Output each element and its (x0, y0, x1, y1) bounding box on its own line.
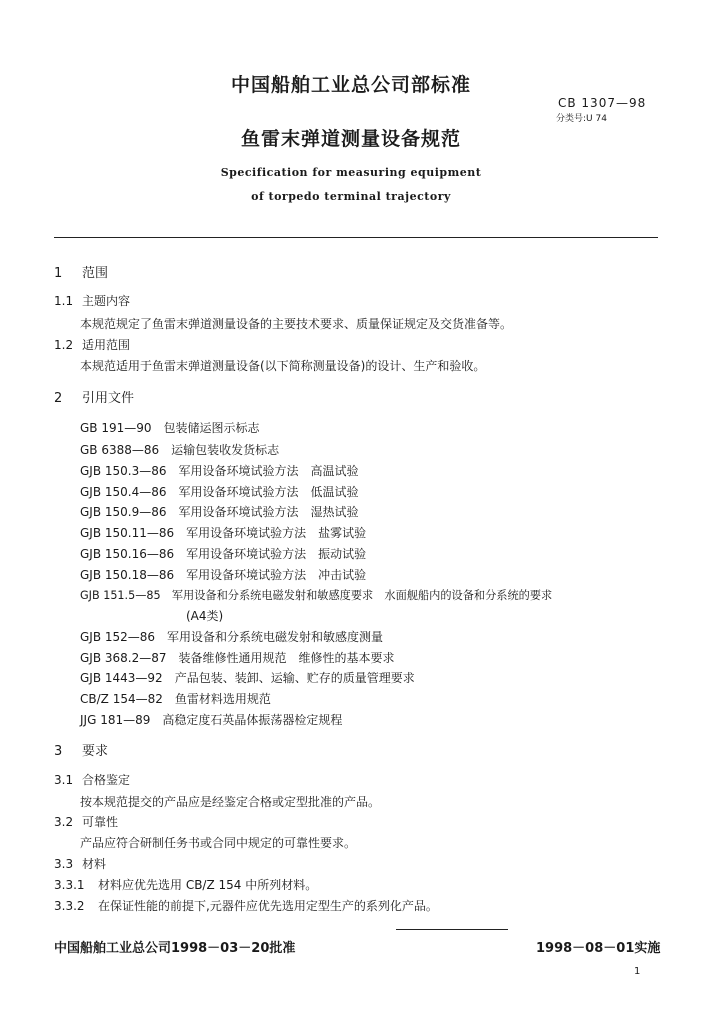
english-title-line-1: Specification for measuring equipment (220, 166, 482, 179)
reference-item: GB 6388—86 运输包装收发货标志 (80, 443, 280, 457)
subsection-3-2-text: 产品应符合研制任务书或合同中规定的可靠性要求。 (80, 836, 357, 850)
clause-text: 在保证性能的前提下,元器件应优先选用定型生产的系列化产品。 (98, 899, 438, 913)
section-3-heading (54, 740, 108, 759)
subsection-number: 1.1 (54, 294, 74, 308)
subsection-title: 材料 (82, 857, 107, 871)
section-2-heading (54, 387, 134, 406)
clause-number: 3.3.2 (54, 899, 85, 913)
subsection-title: 适用范围 (82, 338, 131, 352)
subsection-title: 合格鉴定 (82, 773, 131, 787)
section-title: 范围 (82, 266, 109, 281)
subsection-1-2-heading (54, 336, 130, 353)
subsection-3-1-text: 按本规范提交的产品应是经鉴定合格或定型批准的产品。 (80, 795, 381, 809)
subsection-1-2-text: 本规范适用于鱼雷末弹道测量设备(以下简称测量设备)的设计、生产和验收。 (80, 359, 486, 373)
reference-item: GJB 151.5—85 军用设备和分系统电磁发射和敏感度要求 水面舰船内的设备和分系统的要求 (80, 589, 553, 602)
footer-divider (396, 929, 508, 930)
section-number: 1 (54, 266, 63, 281)
subsection-1-1-text: 本规范规定了鱼雷末弹道测量设备的主要技术要求、质量保证规定及交货准备等。 (80, 317, 513, 331)
reference-item: GJB 150.3—86 军用设备环境试验方法 高温试验 (80, 464, 359, 478)
subsection-3-3-heading (54, 855, 106, 872)
header-divider (54, 237, 658, 238)
subsection-number: 3.3 (54, 857, 74, 871)
reference-item: GB 191—90 包装储运图示标志 (80, 421, 260, 435)
section-number: 2 (54, 391, 63, 406)
subsection-3-1-heading (54, 771, 130, 788)
reference-item: GJB 150.9—86 军用设备环境试验方法 湿热试验 (80, 505, 359, 519)
reference-item: GJB 150.16—86 军用设备环境试验方法 振动试验 (80, 547, 367, 561)
subsection-number: 3.2 (54, 815, 74, 829)
subsection-3-2-heading (54, 813, 118, 830)
subsection-number: 1.2 (54, 338, 74, 352)
section-title: 要求 (82, 744, 109, 759)
reference-item: JJG 181—89 高稳定度石英晶体振荡器检定规程 (80, 713, 343, 727)
subsection-title: 主题内容 (82, 294, 131, 308)
reference-item: GJB 1443—92 产品包装、装卸、运输、贮存的质量管理要求 (80, 671, 415, 685)
section-title: 引用文件 (82, 391, 135, 406)
page-number: 1 (634, 966, 641, 977)
reference-item: GJB 152—86 军用设备和分系统电磁发射和敏感度测量 (80, 630, 384, 644)
standard-code: CB 1307—98 (558, 96, 647, 110)
section-1-heading (54, 262, 108, 281)
clause-number: 3.3.1 (54, 878, 85, 892)
clause-text: 材料应优先选用 CB/Z 154 中所列材料。 (98, 878, 318, 892)
subsection-number: 3.1 (54, 773, 74, 787)
section-number: 3 (54, 744, 63, 759)
reference-item: GJB 150.11—86 军用设备环境试验方法 盐雾试验 (80, 526, 367, 540)
approval-date: 中国船舶工业总公司1998－03－20批准 (54, 941, 296, 956)
subsection-1-1-heading (54, 292, 130, 309)
clause-3-3-2 (54, 897, 438, 914)
reference-item-continuation: (A4类) (186, 609, 224, 623)
reference-item: GJB 150.4—86 军用设备环境试验方法 低温试验 (80, 485, 359, 499)
issuing-organization: 中国船舶工业总公司部标准 (230, 74, 471, 96)
subsection-title: 可靠性 (82, 815, 119, 829)
effective-date: 1998－08－01实施 (536, 941, 661, 956)
english-title-line-2: of torpedo terminal trajectory (251, 190, 451, 203)
reference-item: GJB 368.2—87 装备维修性通用规范 维修性的基本要求 (80, 651, 395, 665)
clause-3-3-1 (54, 876, 317, 893)
reference-item: CB/Z 154—82 鱼雷材料选用规范 (80, 692, 271, 706)
document-title: 鱼雷末弹道测量设备规范 (240, 128, 461, 150)
classification-number: 分类号:U 74 (556, 114, 607, 124)
reference-item: GJB 150.18—86 军用设备环境试验方法 冲击试验 (80, 568, 367, 582)
